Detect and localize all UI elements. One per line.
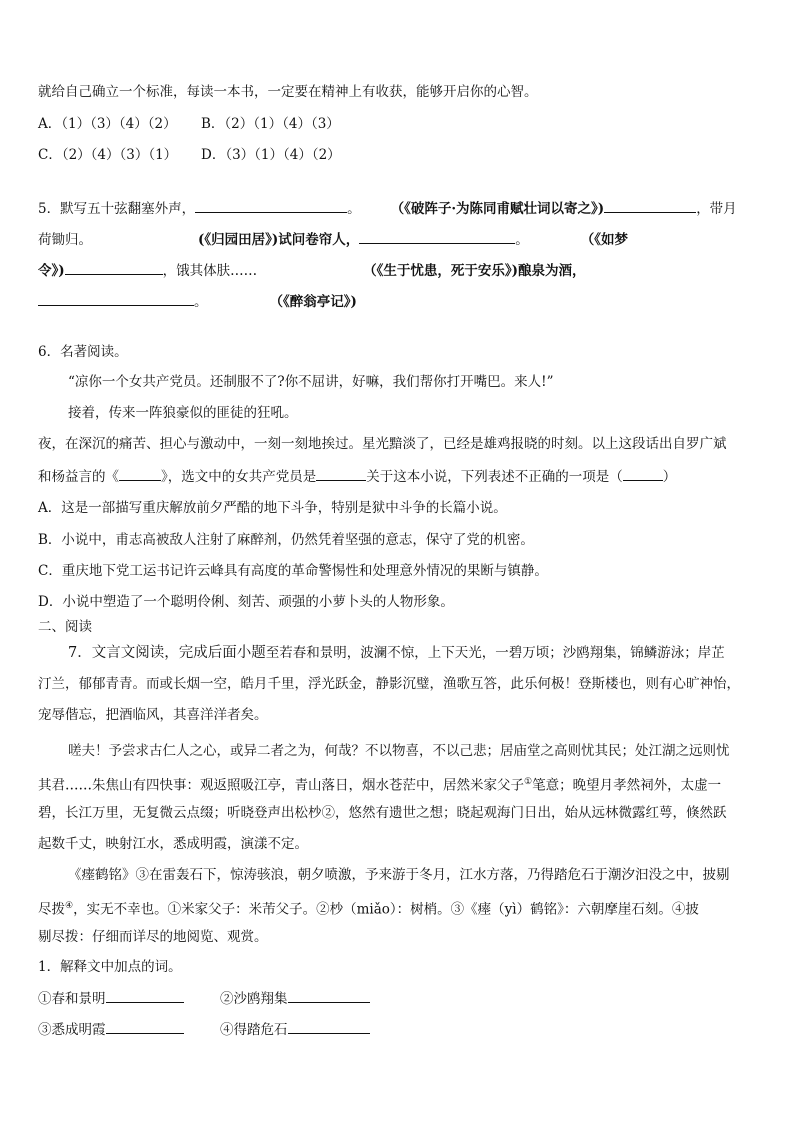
section-heading: 二、阅读 <box>38 619 92 635</box>
q6-option-d: D．小说中塑造了一个聪明伶俐、刻苦、顽强的小萝卜头的人物形象。 <box>38 594 454 610</box>
sub1-item-4 <box>220 1019 370 1040</box>
sub1-label: ①春和景明 <box>38 991 106 1007</box>
q6-option-a: A．这是一部描写重庆解放前夕严酷的地下斗争，特别是狱中斗争的长篇小说。 <box>38 500 507 516</box>
q7-line-5 <box>38 772 721 796</box>
q6-quote-2: 接着，传来一阵狼豪似的匪徒的狂吼。 <box>68 405 298 421</box>
q5-source: (《归园田居》)试问卷帘人， <box>198 232 360 248</box>
q6-title: 6．名著阅读。 <box>38 344 128 360</box>
q6-text: 和杨益言的《 <box>38 469 119 485</box>
answer-blank[interactable] <box>316 466 366 481</box>
answer-blank[interactable] <box>38 291 194 306</box>
q6-text: 》，选文中的女共产党员是 <box>161 469 317 485</box>
answer-blank[interactable] <box>288 988 370 1003</box>
q5-text: 。 <box>515 232 529 248</box>
q5-text: 5．默写五十弦翻塞外声， <box>38 201 196 217</box>
q7-line-3: 宠辱偕忘，把酒临风，其喜洋洋者矣。 <box>38 707 268 723</box>
q7-text: 其君……朱焦山有四快事：观返照吸江亭，青山落日，烟水苍茫中，居然米家父子 <box>38 777 524 794</box>
footnote-marker: ④ <box>65 901 74 911</box>
q6-text: 关于这本小说，下列表述不正确的一项是（ <box>366 469 623 485</box>
sub1-item-3 <box>38 1019 184 1040</box>
q5-source: （《如梦 <box>580 232 629 248</box>
sub1-item-2 <box>220 988 370 1009</box>
q6-quote-1: “凉你一个女共产党员。还制服不了?你不屈讲，好嘛，我们帮你打开嘴巴。来人!” <box>68 374 554 390</box>
answer-blank[interactable] <box>359 229 515 244</box>
q5-source: （《破阵子·为陈同甫赋壮词以寄之》) <box>390 201 605 217</box>
q5-line-2 <box>38 229 628 250</box>
q5-source: （《生于忧患，死于安乐》)酿泉为酒， <box>363 263 586 279</box>
q7-text: 尽拨 <box>38 901 65 918</box>
footnote-marker: ① <box>524 777 533 787</box>
sub1-item-1 <box>38 988 184 1009</box>
answer-blank[interactable] <box>288 1019 370 1034</box>
q7-title: 7．文言文阅读，完成后面小题 <box>68 645 266 661</box>
intro-text: 就给自己确立一个标准，每读一本书，一定要在精神上有收获，能够开启你的心智。 <box>38 84 538 100</box>
q7-line-2: 汀兰，郁郁青青。而或长烟一空，皓月千里，浮光跃金，静影沉璧，渔歌互答，此乐何极！登斯楼也，则有心旷神怡， <box>38 676 740 692</box>
answer-blank[interactable] <box>106 988 184 1003</box>
q4-option-d: D．（3）（1）（4）（2） <box>201 147 341 163</box>
q7-text: 至若春和景明，波澜不惊，上下天光，一碧万顷；沙鸥翔集，锦鳞游泳；岸芷 <box>265 645 725 661</box>
q5-line-1 <box>38 198 737 219</box>
q7-line-8: 《瘗鹤铭》③在雷轰石下，惊涛骇浪，朝夕喷激，予来游于冬月，江水方落，乃得踏危石于潮汐汩没之中，披剔 <box>68 867 730 883</box>
q6-paragraph-1: 夜，在深沉的痛苦、担心与激动中，一刻一刻地挨过。星光黯淡了，已经是雄鸡报晓的时刻。以上这段话出自罗广斌 <box>38 436 727 452</box>
q7-line-4: 嗟夫！予尝求古仁人之心，或异二者之为，何哉？不以物喜，不以己悲；居庙堂之高则忧其民；处江湖之远则忧 <box>68 743 730 759</box>
q4-option-a: A．（1）（3）（4）（2） <box>38 116 177 132</box>
sub1-title: 1．解释文中加点的词。 <box>38 959 182 975</box>
q6-text: ） <box>662 469 677 485</box>
q7-text: 笔意；晚望月孝然祠外，太虚一 <box>532 777 722 794</box>
q7-line-10: 剔尽拨：仔细而详尽的地阅览、观赏。 <box>38 929 268 945</box>
sub1-label: ④得踏危石 <box>220 1022 288 1038</box>
q7-line-1 <box>68 643 725 663</box>
q5-source: （《醉翁亭记》) <box>269 294 357 310</box>
answer-blank[interactable] <box>195 198 347 213</box>
q5-text: ，饿其体肤…… <box>162 263 258 279</box>
answer-blank[interactable] <box>623 466 663 481</box>
q6-option-b: B．小说中，甫志高被敌人注射了麻醉剂，仍然凭着坚强的意志，保守了党的机密。 <box>38 532 534 548</box>
q5-text: 荷锄归。 <box>38 232 92 248</box>
q5-text: ，带月 <box>696 201 737 217</box>
q5-source: 令》) <box>38 263 65 279</box>
answer-blank[interactable] <box>65 260 163 275</box>
q6-paragraph-2 <box>38 466 676 487</box>
q5-text: 。 <box>194 294 208 310</box>
q5-text: 。 <box>347 201 361 217</box>
q6-option-c: C．重庆地下党工运书记许云峰具有高度的革命警惕性和处理意外情况的果断与镇静。 <box>38 563 548 579</box>
q5-line-4 <box>38 291 357 312</box>
q4-option-b: B．（2）（1）（4）（3） <box>201 116 340 132</box>
answer-blank[interactable] <box>604 198 696 213</box>
q7-line-6: 碧，长江万里，无复微云点缀；听晓登声出松杪②，悠然有遗世之想；晓起观海门日出，始从远林微露红萼，倏然跃 <box>38 805 727 821</box>
sub1-label: ②沙鸥翔集 <box>220 991 288 1007</box>
sub1-label: ③悉成明霞 <box>38 1022 106 1038</box>
q4-option-c: C．（2）（4）（3）（1） <box>38 147 178 163</box>
q5-line-3 <box>38 260 586 281</box>
q7-line-9 <box>38 896 699 920</box>
q7-line-7: 起数千丈，映射江水，悉成明霞，演漾不定。 <box>38 836 308 852</box>
q7-text: ，实无不幸也。①米家父子：米芾父子。②杪（miǎo）：树梢。③《瘗（yì）鹤铭》：六朝摩崖石刻。④披 <box>73 901 699 918</box>
answer-blank[interactable] <box>106 1019 184 1034</box>
answer-blank[interactable] <box>119 466 161 481</box>
